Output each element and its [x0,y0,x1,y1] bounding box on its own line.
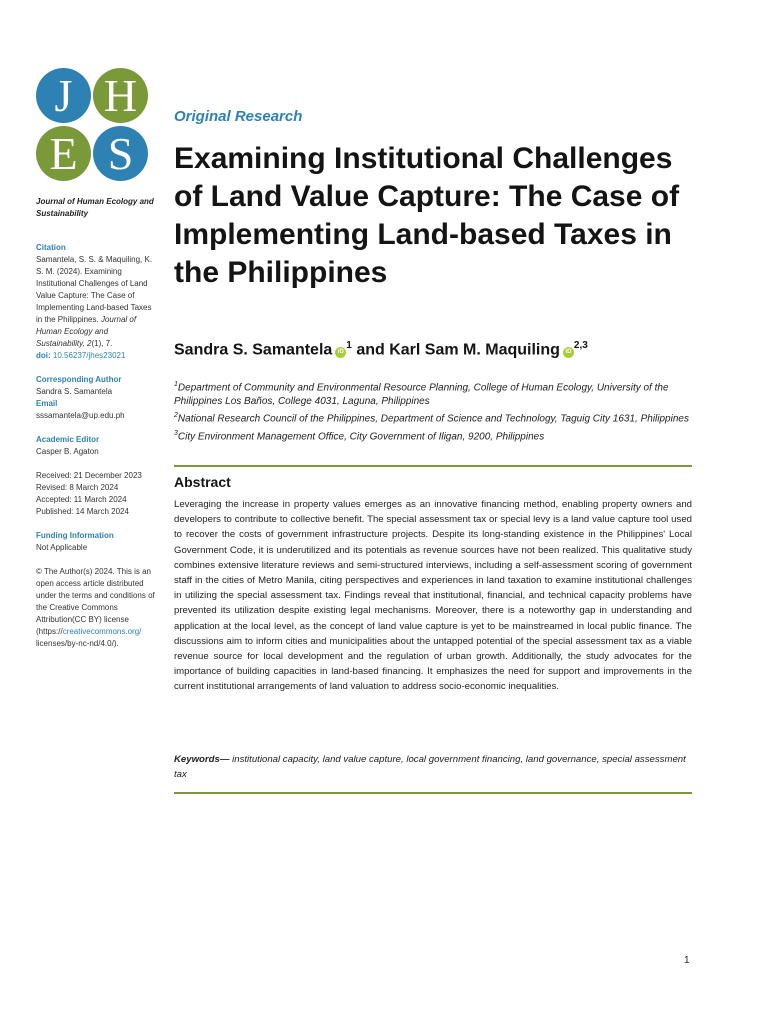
citation-block [36,242,158,362]
academic-editor-name: Casper B. Agaton [36,447,99,456]
citation-body: Samantela, S. S. & Maquiling, K. S. M. (2024). Examining Institutional Challenges of Land Value Capture: The Case of Implementing Land-based Taxes in the Philippines. [36,255,153,324]
sidebar [36,196,158,662]
abstract-text: Leveraging the increase in property values emerges as an innovative financing method, enabling property owners and developers to contribute to collective benefit. The special assessment tax or special levy is a land value capture tool used to recover the costs of government infrastructure projects. Despite its long-standing existence in the Philippines' Local Government Code, it is underutilized and its potentials as revenue sources have not been realized. This qualitative study combines extensive literature reviews and semi-structured interviews, including a self-assessment scoring of government staff in the cities of Metro Manila, citing perspectives and experiences in land taxation to examine institutional challenges in utilizing the special assessment tax. Findings reveal that institutional, financial, and technical capacity problems have prevented its utilization despite existing legal mechanisms. Moreover, there is a noteworthy gap in understanding and application at the local level, as the concept of land value capture is yet to be mainstreamed in local public finance. The discussions aim to inform cities and municipalities about the untapped potential of the special assessment tax as a viable revenue source for local development and the regulation of urban growth. Additionally, the study advocates for the importance of building capacities in land-based financing. It emphasizes the need for support and improvements in the current institutional arrangements of land valuation to address socio-economic inequalities. [174,499,692,693]
citation-doi [36,350,158,362]
citation-journal: Journal of Human Ecology and Sustainability, [36,315,137,348]
orcid-icon[interactable]: iD [563,347,574,358]
divider-top [174,465,692,467]
academic-editor-block [36,434,158,458]
dates-block [36,470,158,518]
date-received: Received: 21 December 2023 [36,471,142,480]
logo-letter-j: J [36,68,91,123]
author-conjunction: and [356,341,385,359]
affiliation-num: 3 [174,429,178,437]
keywords [174,752,692,782]
citation-label: Citation [36,243,66,252]
funding-value: Not Applicable [36,543,88,552]
article-type: Original Research [174,108,303,125]
page-number: 1 [684,955,690,966]
logo-letter-e: E [36,126,91,181]
keywords-text: institutional capacity, land value capture, local government financing, land governance, special assessment tax [174,754,686,780]
affiliation-text: City Environment Management Office, City Government of Iligan, 9200, Philippines [177,430,545,442]
keywords-label: Keywords— [174,754,230,765]
email-address[interactable]: sssamantela@up.edu.ph [36,411,125,420]
license-block [36,566,158,650]
corresponding-author-block [36,374,158,422]
date-published: Published: 14 March 2024 [36,507,129,516]
funding-label: Funding Information [36,531,114,540]
doi-label: doi: [36,351,51,360]
date-accepted: Accepted: 11 March 2024 [36,495,127,504]
author-2-affiliation: 2,3 [573,340,588,351]
logo-letter-h: H [93,68,148,123]
corresponding-author-name: Sandra S. Samantela [36,387,113,396]
article-title: Examining Institutional Challenges of Land Value Capture: The Case of Implementing Land-based Taxes in the Philippines [174,142,680,289]
corresponding-author-label: Corresponding Author [36,375,122,384]
author-1-affiliation: 1 [346,340,352,351]
abstract-heading: Abstract [174,474,231,490]
affiliation-num: 1 [174,381,178,388]
affiliations [174,378,694,444]
citation-volume: 2 [87,339,92,348]
license-link[interactable]: creativecommons.org/ [62,627,142,636]
email-label: Email [36,399,58,408]
funding-block [36,530,158,554]
citation-issue: (1), 7. [91,339,113,348]
author-line [174,340,588,359]
citation-text [36,254,158,350]
license-tail: licenses/by-nc-nd/4.0/). [36,639,119,648]
doi-link[interactable]: 10.56237/jhes23021 [52,351,126,360]
journal-logo [36,68,148,182]
academic-editor-label: Academic Editor [36,435,100,444]
affiliation-text: Department of Community and Environmental Resource Planning, College of Human Ecology, University of the Philippines Los Baños, College 4031, Laguna, Philippines [174,382,669,408]
orcid-icon[interactable]: iD [335,347,346,358]
affiliation-num: 2 [174,412,178,420]
logo-letter-s: S [93,126,148,181]
date-revised: Revised: 8 March 2024 [36,483,119,492]
journal-name: Journal of Human Ecology and Sustainability [36,197,154,218]
license-text: © The Author(s) 2024. This is an open access article distributed under the terms and conditions of the Creative Commons Attribution(CC BY) license (https:// [36,567,155,636]
affiliation-1 [174,378,694,409]
author-2-name: Karl Sam M. Maquiling [389,341,560,359]
affiliation-text: National Research Council of the Philippines, Department of Science and Technology, Taguig City 1631, Philippines [177,413,689,425]
divider-bottom [174,792,692,794]
author-1-name: Sandra S. Samantela [174,341,333,359]
affiliation-2 [174,409,694,426]
affiliation-3 [174,427,694,444]
